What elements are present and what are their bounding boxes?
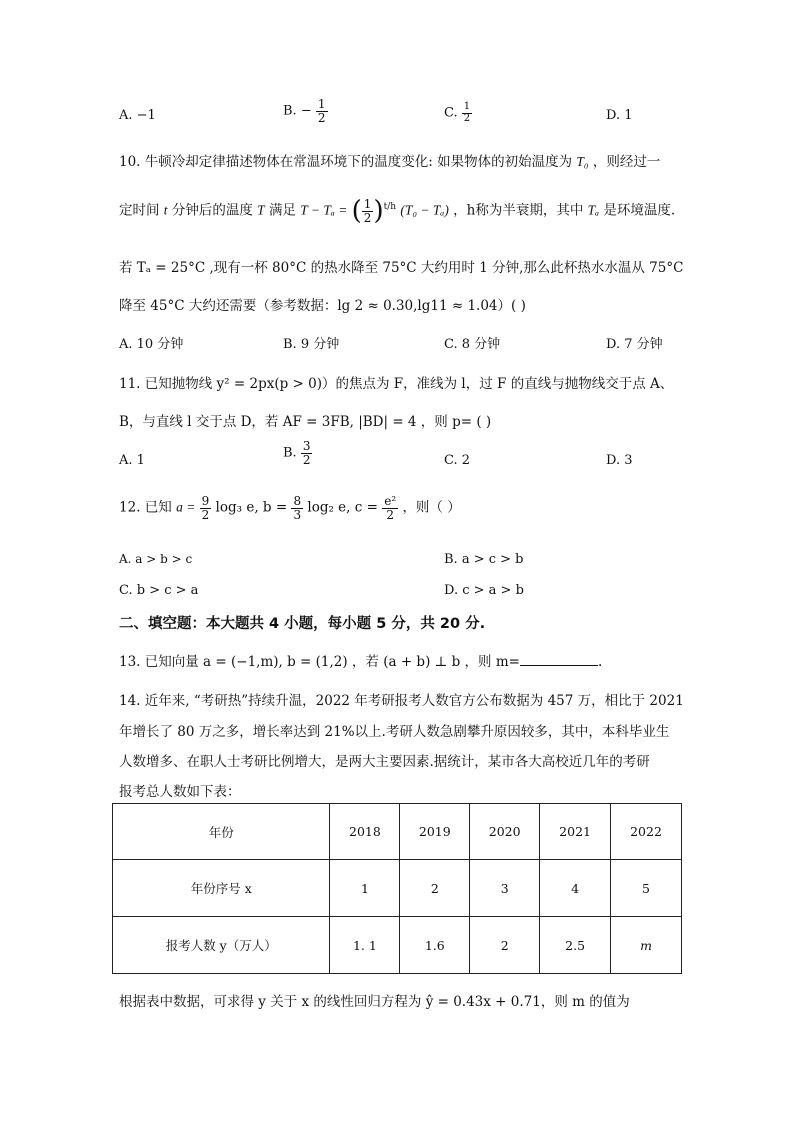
table-cell: 2021 bbox=[540, 804, 611, 860]
q11-line-1: 11. 已知抛物线 y² = 2px(p > 0)）的焦点为 F，准线为 l，过 F 的直线与抛物线交于点 A、 bbox=[119, 376, 674, 392]
q12-stem bbox=[119, 495, 461, 521]
table-cell: 1 bbox=[330, 860, 400, 917]
q12-a-rest: log₃ e, b = bbox=[215, 499, 288, 516]
paren-open: ( bbox=[351, 196, 362, 226]
fraction-numerator: 1 bbox=[317, 97, 326, 111]
q10-option-d: D. 7 分钟 bbox=[606, 337, 663, 352]
q9-option-b-fraction bbox=[316, 98, 328, 124]
q11-option-a: A. 1 bbox=[119, 453, 145, 468]
q9-option-c bbox=[444, 102, 472, 124]
q14-line-3: 人数增多、在职人士考研比例增大，是两大主要因素.据统计，某市各大高校近几年的考研 bbox=[119, 754, 650, 770]
q10-line-3: 若 Tₐ = 25°C ,现有一杯 80°C 的热水降至 75°C 大约用时 1 分钟,那么此杯热水水温从 75°C bbox=[119, 260, 684, 276]
fraction-denominator: 2 bbox=[463, 112, 471, 124]
q12-b-fraction bbox=[291, 495, 303, 521]
table-row bbox=[113, 860, 682, 917]
fraction-numerator: e² bbox=[384, 494, 397, 508]
table-cell: 2022 bbox=[611, 804, 682, 860]
q13-end: . bbox=[597, 654, 603, 670]
q9-option-b bbox=[283, 98, 328, 124]
q11-option-b bbox=[283, 440, 312, 466]
q12-c-fraction bbox=[382, 495, 398, 521]
q10-var-t: t bbox=[163, 202, 168, 218]
fraction-numerator: 1 bbox=[363, 196, 372, 211]
table-cell: 1.6 bbox=[400, 917, 470, 974]
fraction-denominator: 2 bbox=[201, 507, 210, 522]
q13-line bbox=[119, 650, 602, 670]
q14-regression-line: 根据表中数据，可求得 y 关于 x 的线性回归方程为 ŷ = 0.43x + 0.71，则 m 的值为 bbox=[119, 994, 630, 1010]
table-cell: 2.5 bbox=[540, 917, 611, 974]
q13-answer-blank[interactable] bbox=[520, 653, 598, 666]
table-cell: 1. 1 bbox=[330, 917, 400, 974]
q10-formula-fraction bbox=[362, 198, 374, 224]
fraction-numerator: 3 bbox=[302, 439, 311, 453]
q12-a-lhs: a = bbox=[176, 499, 196, 515]
q12-option-c: C. b > c > a bbox=[119, 583, 199, 598]
q10-option-b: B. 9 分钟 bbox=[283, 337, 340, 352]
table-cell: 4 bbox=[540, 860, 611, 917]
fraction-denominator: 2 bbox=[302, 452, 311, 467]
q12-prefix: 12. 已知 bbox=[119, 499, 172, 516]
table-row bbox=[113, 917, 682, 974]
q9-option-b-prefix: B. − bbox=[283, 103, 312, 119]
section-heading-fill-in: 二、填空题：本大题共 4 小题，每小题 5 分，共 20 分. bbox=[119, 616, 486, 632]
table-cell: 2 bbox=[400, 860, 470, 917]
fraction-numerator: 9 bbox=[201, 494, 210, 508]
q12-b-rest: log₂ e, c = bbox=[307, 499, 378, 516]
q10-text: ，h称为半衰期，其中 bbox=[453, 202, 584, 219]
fraction-numerator: 8 bbox=[293, 494, 302, 508]
exam-data-table bbox=[112, 803, 682, 974]
q12-option-d: D. c > a > b bbox=[444, 583, 524, 598]
table-cell: 2019 bbox=[400, 804, 470, 860]
paren-close: ) bbox=[373, 196, 384, 226]
table-cell: 2 bbox=[470, 917, 540, 974]
table-cell: 2018 bbox=[330, 804, 400, 860]
q10-line-4: 降至 45°C 大约还需要（参考数据：lg 2 ≈ 0.30,lg11 ≈ 1.04）( ) bbox=[119, 298, 526, 314]
q10-option-a: A. 10 分钟 bbox=[119, 337, 184, 352]
q12-a-fraction bbox=[200, 495, 212, 521]
q9-option-c-prefix: C. bbox=[444, 105, 458, 121]
q14-line-2: 年增长了 80 万之多，增长率达到 21%以上.考研人数急剧攀升原因较多，其中，本科毕业生 bbox=[119, 724, 670, 740]
fraction-denominator: 2 bbox=[363, 210, 372, 225]
q9-option-a: A. −1 bbox=[119, 108, 156, 123]
q13-text: 13. 已知向量 a = (−1,m), b = (1,2) ，若 (a + b) ⊥ b ，则 m= bbox=[119, 654, 520, 670]
q12-suffix: ，则（ ） bbox=[402, 499, 461, 516]
q11-option-b-fraction bbox=[301, 440, 313, 466]
q10-line-1 bbox=[119, 150, 660, 170]
table-cell: 5 bbox=[611, 860, 682, 917]
q14-line-1: 14. 近年来, “考研热”持续升温，2022 年考研报考人数官方公布数据为 457 万，相比于 2021 bbox=[119, 693, 684, 709]
q9-option-d: D. 1 bbox=[606, 108, 633, 123]
table-cell: 年份序号 x bbox=[113, 860, 330, 917]
q11-option-d: D. 3 bbox=[606, 453, 633, 468]
q14-line-4: 报考总人数如下表： bbox=[119, 784, 241, 800]
table-cell: m bbox=[611, 917, 682, 974]
q11-option-b-prefix: B. bbox=[283, 445, 297, 461]
q10-option-c: C. 8 分钟 bbox=[444, 337, 501, 352]
q10-formula-exponent: t/h bbox=[383, 202, 397, 212]
table-row bbox=[113, 804, 682, 860]
q10-text: 定时间 bbox=[119, 202, 160, 219]
q12-option-a: A. a > b > c bbox=[119, 552, 193, 566]
q10-var-ta: Tₐ bbox=[587, 202, 600, 218]
q11-line-2: B，与直线 l 交于点 D，若 AF = 3FB, |BD| = 4 ，则 p= ( ) bbox=[119, 414, 492, 430]
q12-option-b: B. a > c > b bbox=[444, 552, 524, 567]
table-cell: 报考人数 y（万人） bbox=[113, 917, 330, 974]
table-cell: 年份 bbox=[113, 804, 330, 860]
q10-text: 满足 bbox=[268, 202, 296, 219]
q10-line-2 bbox=[119, 196, 675, 226]
table-cell: 2020 bbox=[470, 804, 540, 860]
q10-formula-lhs: T − Tₐ = bbox=[300, 202, 348, 218]
fraction-denominator: 2 bbox=[386, 507, 394, 522]
q10-line-1-end: ，则经过一 bbox=[592, 154, 661, 170]
q10-formula-rhs: (T₀ − Tₐ) bbox=[400, 202, 449, 218]
q10-initial-temp-var: T₀ bbox=[576, 154, 589, 169]
fraction-denominator: 3 bbox=[293, 507, 302, 522]
q9-option-c-fraction bbox=[462, 102, 472, 124]
q10-text: 是环境温度. bbox=[603, 202, 676, 219]
q10-line-1-text: 10. 牛顿冷却定律描述物体在常温环境下的温度变化: 如果物体的初始温度为 bbox=[119, 154, 573, 170]
q10-text: 分钟后的温度 bbox=[171, 202, 253, 219]
table-cell: 3 bbox=[470, 860, 540, 917]
q11-option-c: C. 2 bbox=[444, 453, 471, 468]
fraction-denominator: 2 bbox=[317, 110, 326, 125]
fraction-numerator: 1 bbox=[463, 101, 471, 112]
q10-var-T: T bbox=[257, 202, 265, 218]
